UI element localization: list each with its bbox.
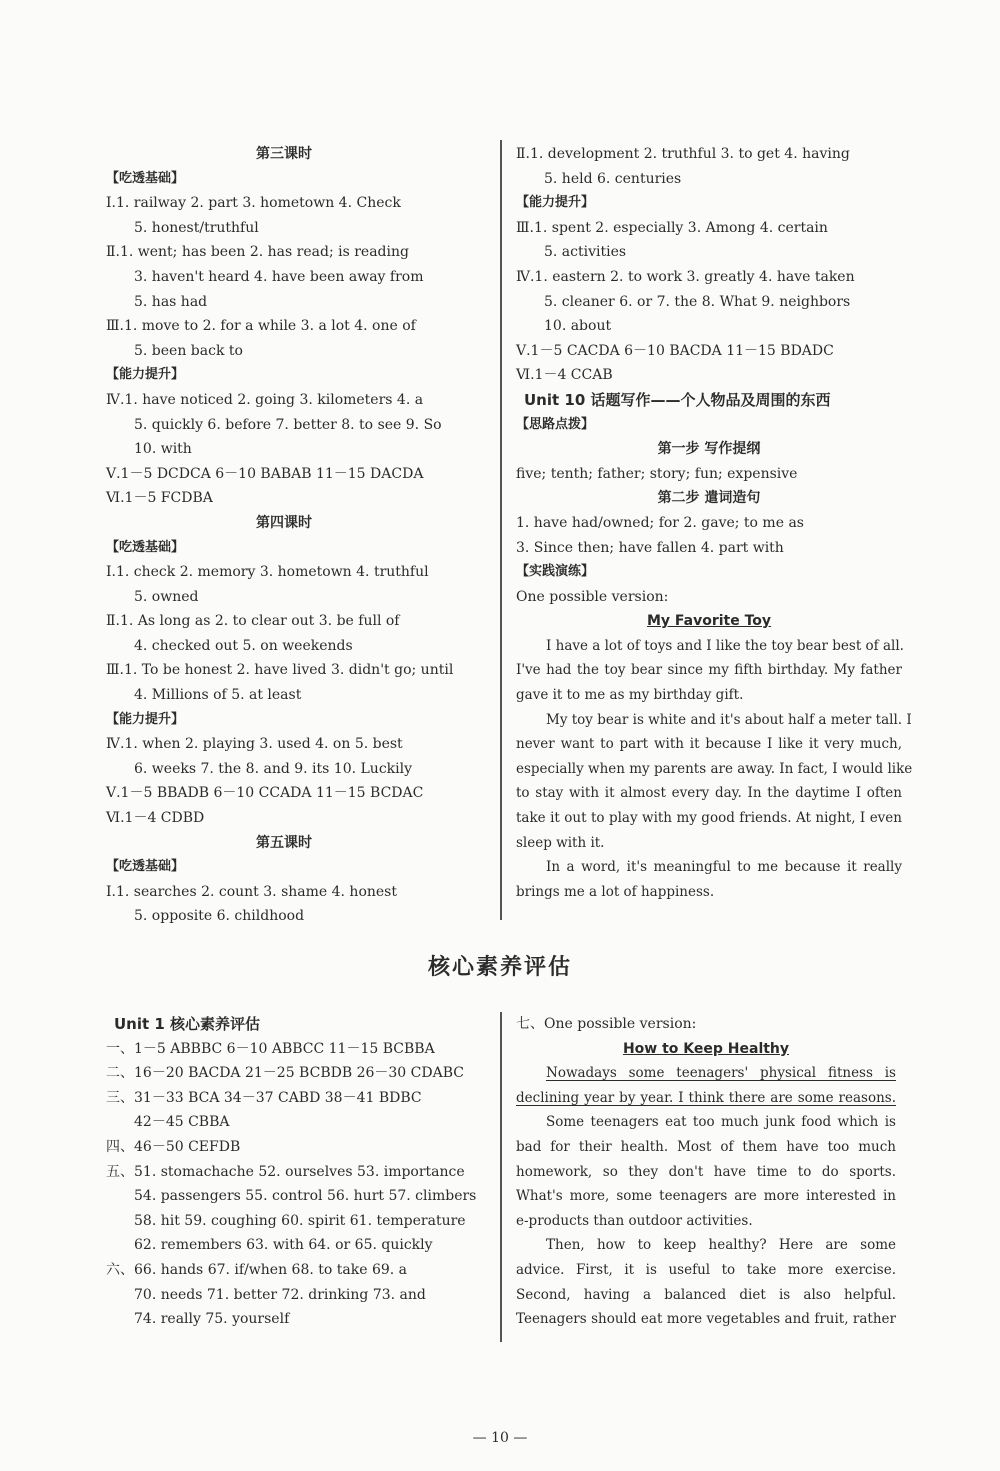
answer-line: 5. owned [134, 588, 199, 605]
answer-line: Unit 1 核心素养评估 [114, 1015, 261, 1033]
answer-line: 【吃透基础】 [106, 539, 185, 555]
answer-line: Unit 10 话题写作——个人物品及周围的东西 [524, 390, 831, 409]
answer-line: My Favorite Toy [646, 613, 772, 630]
answer-line: 第五课时 [256, 834, 312, 851]
essay-line: I have a lot of toys and I like the toy bear best of all. [546, 637, 904, 654]
answer-line: Ⅲ.1. To be honest 2. have lived 3. didn't go; until [106, 662, 454, 679]
answer-line: 58. hit 59. coughing 60. spirit 61. temperature [134, 1212, 466, 1229]
essay-my-favorite-toy [516, 634, 913, 905]
answer-line: 5. cleaner 6. or 7. the 8. What 9. neighbors [544, 293, 851, 310]
essay-line: gave it to me as my birthday gift. [516, 687, 744, 704]
answer-line: 第二步 遣词造句 [657, 490, 761, 507]
essay-line: My toy bear is white and it's about half a meter tall. I [546, 711, 912, 728]
essay-line: to stay with it almost every day. In the daytime I often [516, 785, 902, 802]
essay-line: Then, how to keep healthy? Here are some [546, 1237, 896, 1254]
answer-line: Ⅰ.1. check 2. memory 3. hometown 4. truthful [106, 564, 429, 581]
essay-line: bad for their health. Most of them have too much [516, 1138, 896, 1155]
answer-line: 74. really 75. yourself [134, 1311, 290, 1328]
answer-line: 3. haven't heard 4. have been away from [134, 268, 424, 285]
column-divider-bottom [500, 1012, 502, 1342]
answer-line: 10. about [544, 318, 612, 335]
answer-line: five; tenth; father; story; fun; expensive [516, 465, 798, 482]
essay-line: e-products than outdoor activities. [516, 1212, 753, 1229]
page-number: — 10 — [472, 1430, 528, 1446]
answer-line: 54. passengers 55. control 56. hurt 57. climbers [134, 1188, 477, 1205]
essay-line: homework, so they don't have time to do sports. [516, 1163, 896, 1180]
answer-line: Ⅵ.1－4 CCAB [516, 367, 613, 384]
answer-line: 1. have had/owned; for 2. gave; to me as [516, 514, 804, 531]
column-divider-top [500, 140, 502, 920]
answer-line: Ⅴ.1－5 BBADB 6－10 CCADA 11－15 BCDAC [106, 785, 424, 802]
answer-line: Ⅰ.1. searches 2. count 3. shame 4. honest [106, 883, 397, 900]
essay-line: What's more, some teenagers are more interested in [516, 1188, 896, 1205]
answer-line: Ⅵ.1－4 CDBD [106, 810, 205, 827]
essay-line: In a word, it's meaningful to me because it really [546, 859, 902, 876]
essay-line: Nowadays some teenagers' physical fitness is [546, 1065, 896, 1082]
answer-line: 5. honest/truthful [134, 219, 259, 236]
answer-line: 【能力提升】 [106, 367, 185, 383]
answer-line: Ⅴ.1－5 CACDA 6－10 BACDA 11－15 BDADC [516, 342, 834, 359]
left-column-top [106, 142, 462, 929]
left-column-bottom [106, 1012, 486, 1332]
right-column-bottom [516, 1012, 896, 1332]
answer-line: 四、46－50 CEFDB [106, 1138, 241, 1155]
answer-line: 七、One possible version: [516, 1016, 697, 1032]
answer-line: 【吃透基础】 [106, 170, 185, 186]
answer-line: 六、66. hands 67. if/when 68. to take 69. a [106, 1261, 408, 1278]
answer-line: Ⅱ.1. development 2. truthful 3. to get 4. having [516, 146, 850, 162]
answer-line: 第四课时 [256, 514, 312, 531]
answer-line: One possible version: [516, 588, 669, 605]
answer-line: How to Keep Healthy [622, 1040, 790, 1057]
essay-line: Teenagers should eat more vegetables and fruit, rather [516, 1311, 896, 1328]
answer-line: 4. Millions of 5. at least [134, 687, 302, 704]
answer-line: Ⅰ.1. railway 2. part 3. hometown 4. Check [106, 195, 401, 212]
answer-line: 5. quickly 6. before 7. better 8. to see 9. So [134, 416, 442, 433]
answer-line: 【实践演练】 [516, 564, 595, 580]
answer-line: Ⅳ.1. have noticed 2. going 3. kilometers 4. a [106, 391, 424, 408]
answer-line: Ⅴ.1－5 DCDCA 6－10 BABAB 11－15 DACDA [106, 465, 424, 482]
answer-line: 【能力提升】 [106, 711, 185, 727]
answer-line: 一、1－5 ABBBC 6－10 ABBCC 11－15 BCBBA [106, 1040, 435, 1057]
section-title: 核心素养评估 [427, 955, 572, 980]
answer-line: Ⅲ.1. spent 2. especially 3. Among 4. certain [516, 219, 828, 236]
essay-line: take it out to play with my good friends. At night, I even [516, 810, 902, 827]
answer-line: Ⅲ.1. move to 2. for a while 3. a lot 4. one of [106, 318, 416, 335]
answer-line: 5. has had [134, 293, 208, 310]
answer-line: 五、51. stomachache 52. ourselves 53. importance [106, 1163, 465, 1180]
essay-line: Second, having a balanced diet is also helpful. [516, 1286, 896, 1303]
answer-line: 62. remembers 63. with 64. or 65. quickly [134, 1237, 433, 1254]
answer-line: Ⅱ.1. went; has been 2. has read; is reading [106, 244, 409, 261]
answer-line: Ⅵ.1－5 FCDBA [106, 490, 213, 507]
answer-line: 4. checked out 5. on weekends [134, 637, 353, 654]
answer-line: 三、31－33 BCA 34－37 CABD 38－41 BDBC [106, 1089, 422, 1106]
essay-line: advice. First, it is useful to take more exercise. [516, 1261, 896, 1278]
answer-line: 第一步 写作提纲 [657, 441, 761, 458]
essay-line: Some teenagers eat too much junk food which is [546, 1114, 896, 1131]
essay-line: never want to part with it because I like it very much, [516, 736, 902, 753]
answer-line: Ⅱ.1. As long as 2. to clear out 3. be full of [106, 613, 400, 630]
essay-line: brings me a lot of happiness. [516, 883, 715, 900]
answer-line: 70. needs 71. better 72. drinking 73. and [134, 1286, 426, 1303]
essay-how-to-keep-healthy [516, 1061, 896, 1332]
answer-line: 10. with [134, 441, 192, 458]
answer-line: 5. activities [544, 244, 627, 261]
answer-line: 6. weeks 7. the 8. and 9. its 10. Luckily [134, 760, 413, 777]
answer-line: 5. been back to [134, 342, 243, 359]
answer-line: Ⅳ.1. eastern 2. to work 3. greatly 4. have taken [516, 268, 855, 285]
answer-line: 5. held 6. centuries [544, 170, 682, 187]
essay-line: sleep with it. [516, 834, 605, 851]
right-column-top [516, 142, 913, 904]
answer-line: 42－45 CBBA [134, 1114, 230, 1131]
answer-line: 第三课时 [256, 146, 312, 162]
answer-line: 3. Since then; have fallen 4. part with [516, 539, 784, 556]
answer-line: Ⅳ.1. when 2. playing 3. used 4. on 5. best [106, 736, 403, 753]
essay-line: I've had the toy bear since my fifth birthday. My father [516, 662, 902, 679]
answer-line: 【思路点拨】 [516, 416, 595, 432]
answer-line: 【吃透基础】 [106, 859, 185, 875]
essay-line: declining year by year. I think there are some reasons. [516, 1089, 896, 1106]
answer-line: 【能力提升】 [516, 195, 595, 211]
answer-line: 5. opposite 6. childhood [134, 908, 305, 925]
answer-line: 二、16－20 BACDA 21－25 BCBDB 26－30 CDABC [106, 1065, 464, 1082]
essay-line: especially when my parents are away. In fact, I would like [516, 760, 913, 777]
